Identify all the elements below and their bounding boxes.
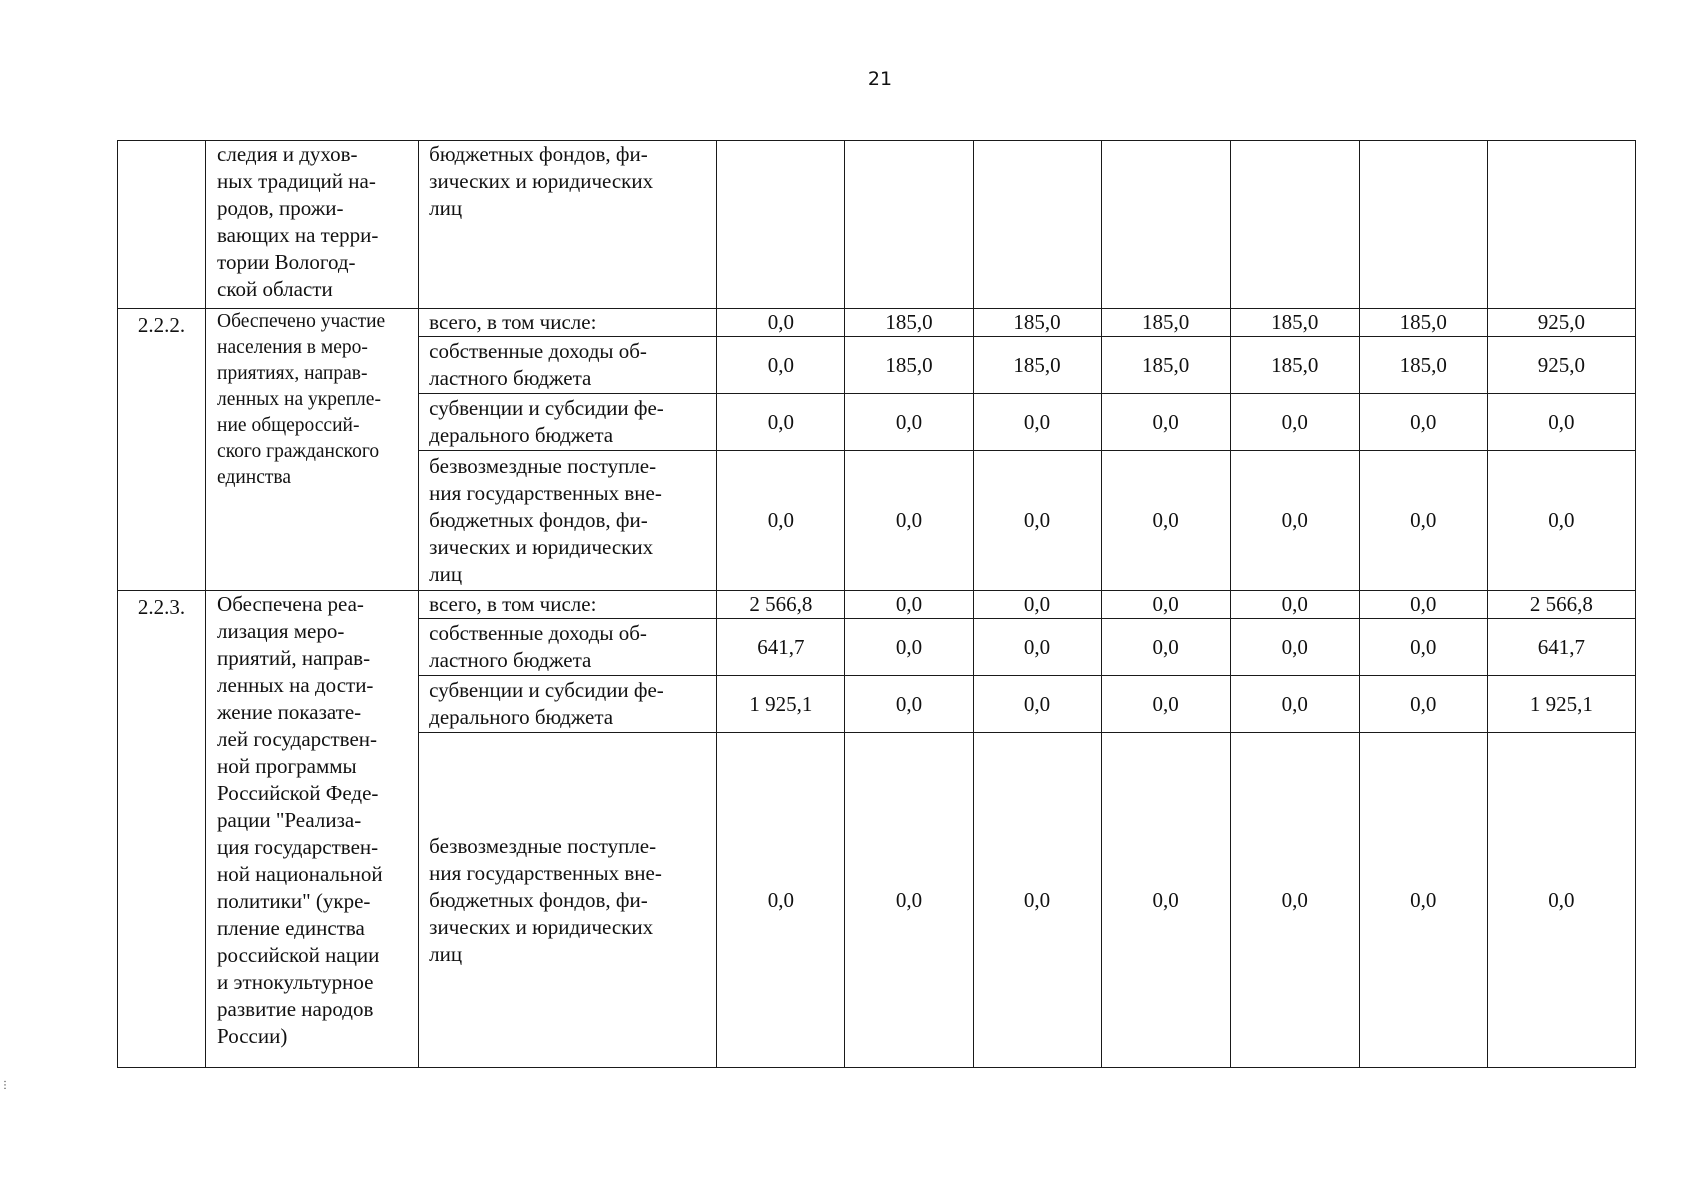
amount-cell: 0,0 — [1101, 394, 1230, 451]
funding-source: бюджетных фондов, фи- зических и юридических лиц — [419, 141, 717, 309]
table-row — [118, 141, 1636, 309]
amount-cell: 0,0 — [1101, 619, 1230, 676]
amount-cell: 641,7 — [1487, 619, 1635, 676]
page-number: 21 — [867, 68, 893, 90]
amount-cell: 0,0 — [717, 394, 845, 451]
amount-cell — [1230, 141, 1359, 309]
amount-cell: 925,0 — [1487, 337, 1635, 394]
activity-description: следия и духов- ных традиций на- родов, прожи- вающих на терри- тории Вологод- ской области — [206, 141, 419, 309]
amount-cell: 0,0 — [717, 733, 845, 1068]
budget-table — [117, 140, 1636, 1068]
scan-edge-mark: ⋮ — [0, 1080, 10, 1091]
amount-cell: 185,0 — [1101, 337, 1230, 394]
amount-cell: 0,0 — [1359, 591, 1487, 619]
activity-description: Обеспечено участие населения в меро- приятиях, направ- ленных на укрепле- ние общероссий- ского гражданского единства — [206, 309, 419, 591]
amount-cell: 0,0 — [845, 451, 973, 591]
amount-cell: 641,7 — [717, 619, 845, 676]
amount-cell: 0,0 — [717, 309, 845, 337]
amount-cell: 0,0 — [1487, 394, 1635, 451]
amount-cell: 0,0 — [1359, 451, 1487, 591]
amount-cell: 0,0 — [1101, 676, 1230, 733]
amount-cell: 0,0 — [973, 591, 1101, 619]
amount-cell: 0,0 — [973, 619, 1101, 676]
amount-cell: 925,0 — [1487, 309, 1635, 337]
amount-cell — [1359, 141, 1487, 309]
amount-cell: 0,0 — [1359, 733, 1487, 1068]
amount-cell: 0,0 — [717, 337, 845, 394]
amount-cell: 0,0 — [845, 676, 973, 733]
table-row — [118, 591, 1636, 619]
amount-cell: 0,0 — [973, 733, 1101, 1068]
row-code: 2.2.3. — [118, 591, 206, 1068]
amount-cell: 0,0 — [845, 591, 973, 619]
amount-cell: 185,0 — [845, 337, 973, 394]
amount-cell: 0,0 — [973, 676, 1101, 733]
amount-cell: 185,0 — [1230, 337, 1359, 394]
funding-source: собственные доходы об- ластного бюджета — [419, 337, 717, 394]
amount-cell: 0,0 — [845, 733, 973, 1068]
funding-source: субвенции и субсидии фе- дерального бюджета — [419, 394, 717, 451]
amount-cell: 0,0 — [1359, 676, 1487, 733]
funding-source: всего, в том числе: — [419, 309, 717, 337]
amount-cell: 185,0 — [1359, 309, 1487, 337]
activity-description: Обеспечена реа- лизация меро- приятий, направ- ленных на дости- жение показате- лей государствен- ной программы Российской Феде- рации "Реализа- ция государствен- ной национальной политики" (укре- пление единства российской нации и этнокультурное развитие народов России) — [206, 591, 419, 1068]
amount-cell: 0,0 — [845, 619, 973, 676]
funding-source: субвенции и субсидии фе- дерального бюджета — [419, 676, 717, 733]
amount-cell: 0,0 — [1487, 733, 1635, 1068]
amount-cell: 0,0 — [973, 394, 1101, 451]
amount-cell: 2 566,8 — [1487, 591, 1635, 619]
amount-cell: 0,0 — [973, 451, 1101, 591]
amount-cell: 0,0 — [1230, 619, 1359, 676]
table-row — [118, 309, 1636, 337]
amount-cell: 1 925,1 — [717, 676, 845, 733]
amount-cell: 0,0 — [1101, 591, 1230, 619]
row-code: 2.2.2. — [118, 309, 206, 591]
amount-cell: 0,0 — [1101, 451, 1230, 591]
amount-cell: 0,0 — [717, 451, 845, 591]
amount-cell — [845, 141, 973, 309]
amount-cell: 1 925,1 — [1487, 676, 1635, 733]
amount-cell: 0,0 — [1487, 451, 1635, 591]
funding-source: собственные доходы об- ластного бюджета — [419, 619, 717, 676]
amount-cell: 0,0 — [1230, 676, 1359, 733]
amount-cell: 0,0 — [1230, 733, 1359, 1068]
amount-cell: 0,0 — [1230, 451, 1359, 591]
amount-cell: 185,0 — [973, 337, 1101, 394]
amount-cell: 0,0 — [1101, 733, 1230, 1068]
amount-cell: 185,0 — [1101, 309, 1230, 337]
funding-source: безвозмездные поступле- ния государственных вне- бюджетных фондов, фи- зических и юридических лиц — [419, 733, 717, 1068]
funding-source: всего, в том числе: — [419, 591, 717, 619]
amount-cell: 0,0 — [1230, 394, 1359, 451]
amount-cell: 185,0 — [845, 309, 973, 337]
amount-cell — [717, 141, 845, 309]
amount-cell — [1487, 141, 1635, 309]
funding-source: безвозмездные поступле- ния государственных вне- бюджетных фондов, фи- зических и юридических лиц — [419, 451, 717, 591]
amount-cell — [973, 141, 1101, 309]
amount-cell — [1101, 141, 1230, 309]
amount-cell: 185,0 — [1230, 309, 1359, 337]
amount-cell: 0,0 — [1359, 394, 1487, 451]
row-code — [118, 141, 206, 309]
amount-cell: 0,0 — [1359, 619, 1487, 676]
amount-cell: 185,0 — [973, 309, 1101, 337]
amount-cell: 0,0 — [845, 394, 973, 451]
amount-cell: 185,0 — [1359, 337, 1487, 394]
amount-cell: 2 566,8 — [717, 591, 845, 619]
amount-cell: 0,0 — [1230, 591, 1359, 619]
